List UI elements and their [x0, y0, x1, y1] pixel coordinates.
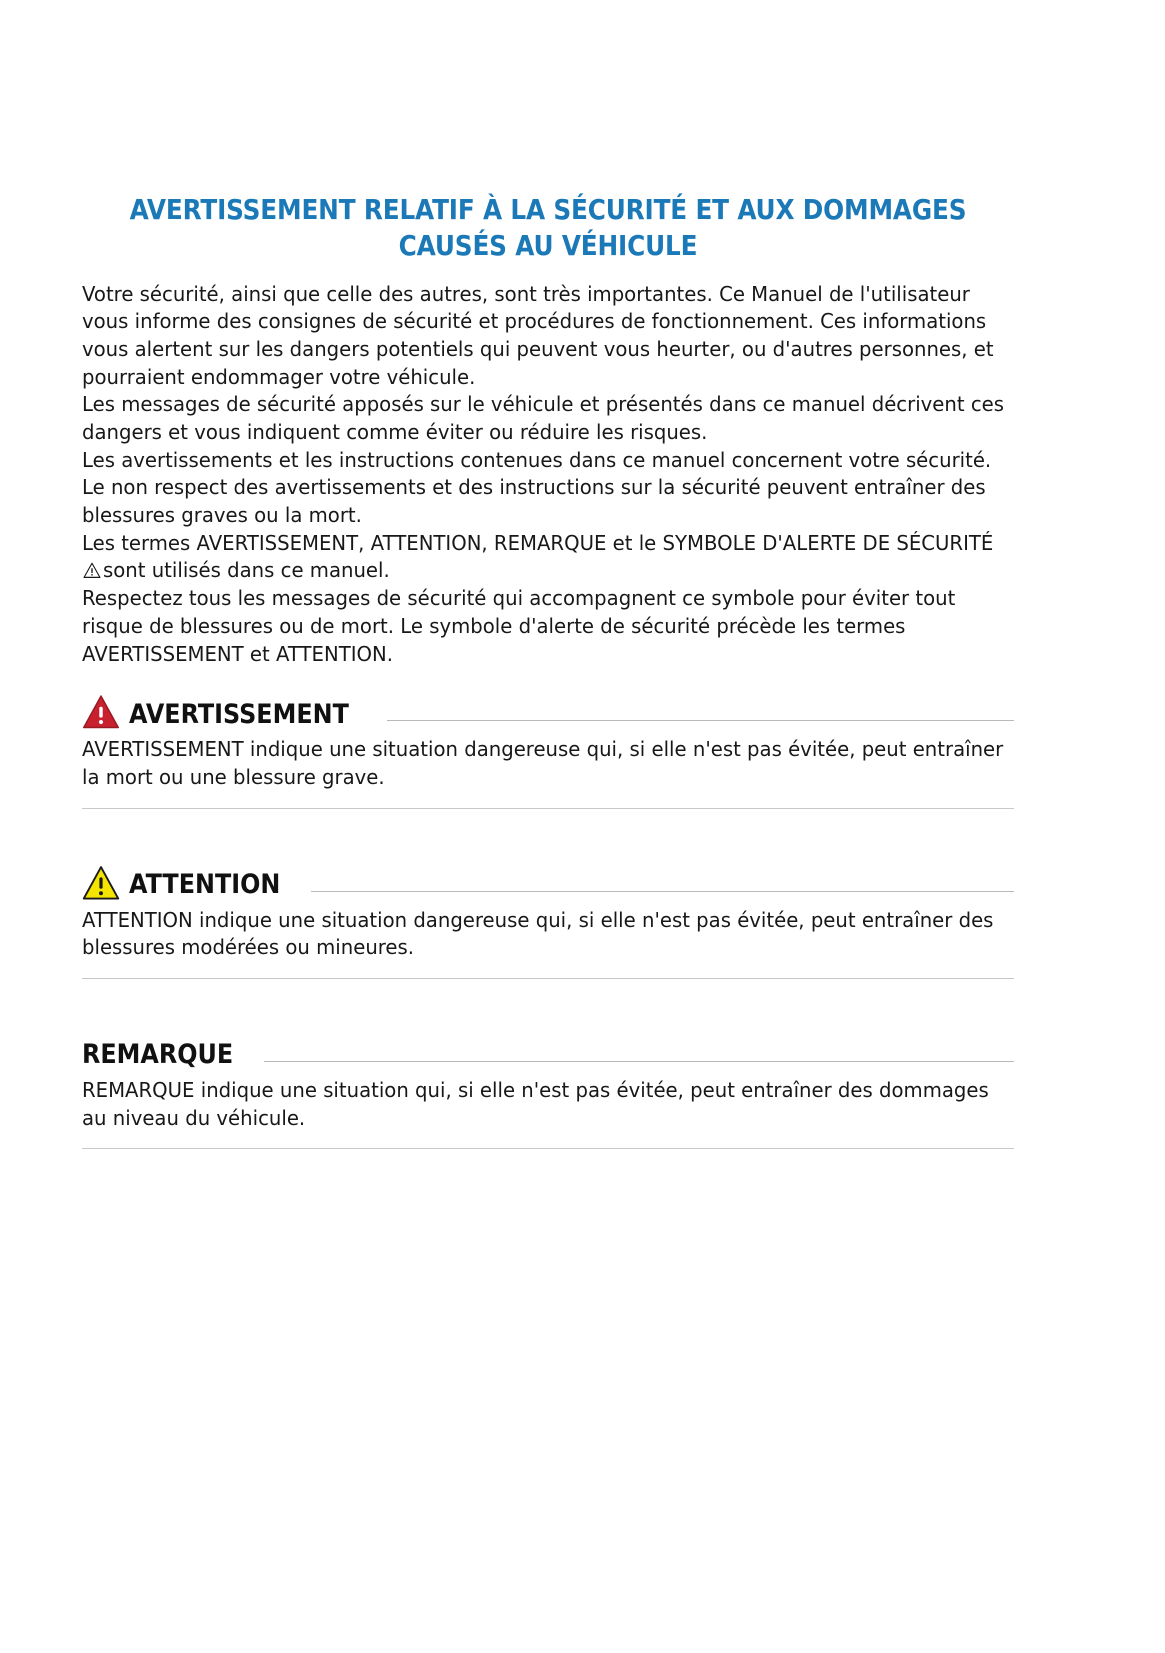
alert-section-remarque	[82, 1031, 1014, 1149]
alert-bottom-rule	[82, 1148, 1014, 1149]
page-title-line-2: CAUSÉS AU VÉHICULE	[398, 230, 698, 263]
intro-paragraph-2: Les messages de sécurité apposés sur le véhicule et présentés dans ce manuel décrivent ces dangers et vous indiquent comme éviter ou réduire les risques.	[82, 392, 1005, 445]
section-spacer	[82, 983, 1014, 1031]
alert-body-text: ATTENTION indique une situation dangereuse qui, si elle n'est pas évitée, peut entraîner des blessures modérées ou mineures.	[82, 907, 994, 960]
page-title	[129, 192, 968, 265]
intro-text	[82, 281, 1013, 669]
intro-paragraph-3: Les avertissements et les instructions contenues dans ce manuel concernent votre sécurité. Le non respect des avertissements et des instructions sur la sécurité peuvent entraîner des blessures graves ou la mort.	[82, 447, 992, 528]
alert-header-rule	[311, 891, 1014, 892]
warning-triangle-yellow-icon	[82, 865, 120, 901]
alert-header-remarque	[82, 1031, 1014, 1071]
alert-title-remarque: REMARQUE	[82, 1039, 234, 1071]
alert-header-rule	[264, 1061, 1014, 1062]
page-content	[82, 192, 1014, 1153]
intro-paragraph-1: Votre sécurité, ainsi que celle des autres, sont très importantes. Ce Manuel de l'utilisateur vous informe des consignes de sécurité et procédures de fonctionnement. Ces informations vous alertent sur les dangers potentiels qui peuvent vous heurter, ou d'autres personnes, et pourraient endommager votre véhicule.	[82, 281, 994, 389]
alert-sections	[82, 690, 1014, 1149]
alert-body-remarque	[82, 1077, 1013, 1132]
intro-paragraph-4-before: Les termes AVERTISSEMENT, ATTENTION, REMARQUE et le SYMBOLE D'ALERTE DE SÉCURITÉ	[82, 530, 994, 555]
alert-body-attention	[82, 907, 1013, 962]
alert-section-attention	[82, 861, 1014, 979]
alert-bottom-rule	[82, 808, 1014, 809]
alert-title-attention: ATTENTION	[129, 869, 281, 901]
section-spacer	[82, 813, 1014, 861]
alert-body-text: REMARQUE indique une situation qui, si elle n'est pas évitée, peut entraîner des dommages au niveau du véhicule.	[82, 1077, 989, 1130]
alert-body-avertissement	[82, 736, 1013, 791]
intro-paragraph-4-after: sont utilisés dans ce manuel.	[103, 558, 390, 583]
alert-header-attention	[82, 861, 1014, 901]
alert-bottom-rule	[82, 978, 1014, 979]
warning-triangle-red-icon	[82, 694, 120, 730]
alert-header-rule	[387, 720, 1014, 721]
intro-paragraph-4	[82, 530, 1013, 585]
alert-title-avertissement: AVERTISSEMENT	[129, 698, 349, 730]
page-title-line-1: AVERTISSEMENT RELATIF À LA SÉCURITÉ ET AUX DOMMAGES	[129, 194, 967, 226]
alert-header-avertissement	[82, 690, 1014, 730]
alert-body-text: AVERTISSEMENT indique une situation dangereuse qui, si elle n'est pas évitée, peut entraîner la mort ou une blessure grave.	[82, 737, 1004, 789]
safety-alert-triangle-icon	[83, 562, 101, 578]
alert-section-avertissement	[82, 690, 1014, 808]
intro-paragraph-5: Respectez tous les messages de sécurité qui accompagnent ce symbole pour éviter tout risque de blessures ou de mort. Le symbole d'alerte de sécurité précède les termes AVERTISSEMENT et ATTENTION.	[82, 586, 956, 666]
